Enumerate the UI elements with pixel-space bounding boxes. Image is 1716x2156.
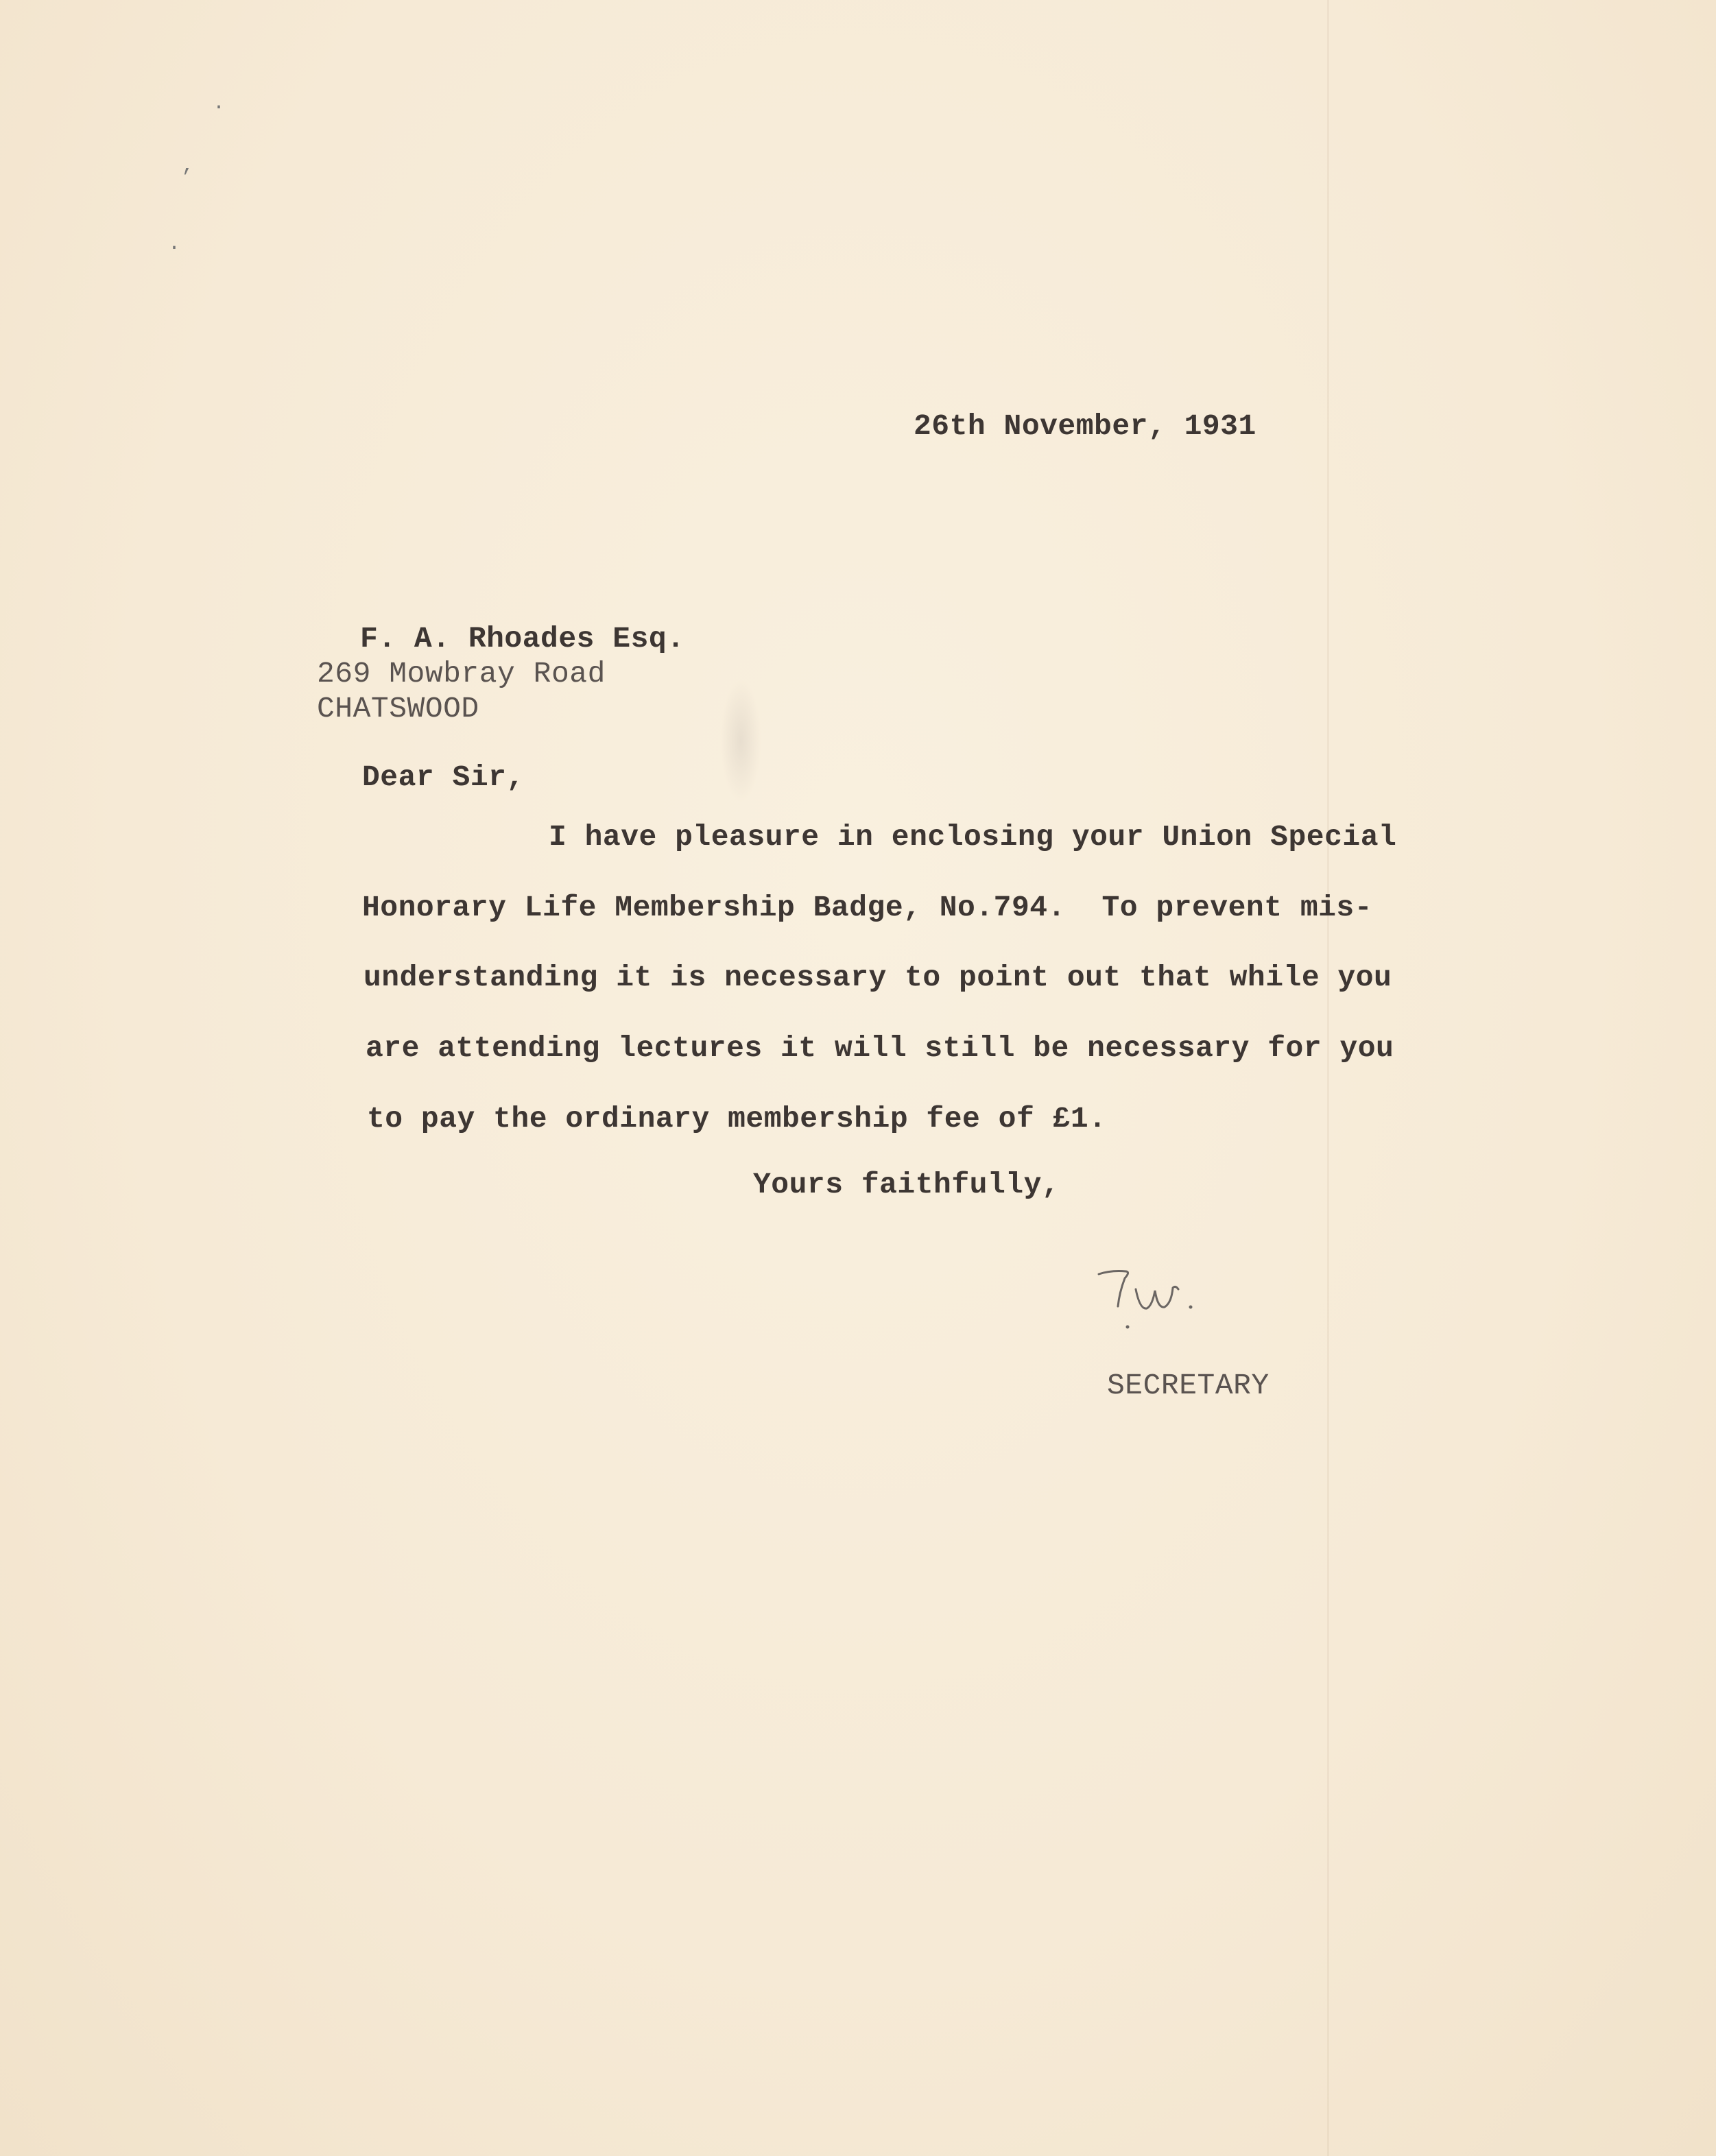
body-line: I have pleasure in enclosing your Union Special bbox=[549, 820, 1397, 854]
margin-mark: · bbox=[213, 96, 226, 119]
body-line: are attending lectures it will still be necessary for you bbox=[366, 1031, 1394, 1065]
body-line: to pay the ordinary membership fee of £1. bbox=[367, 1102, 1107, 1136]
body-line: Honorary Life Membership Badge, No.794. To prevent mis- bbox=[362, 891, 1373, 924]
body-line: understanding it is necessary to point out that while you bbox=[364, 961, 1392, 994]
recipient-name: F. A. Rhoades Esq. bbox=[360, 622, 685, 656]
salutation: Dear Sir, bbox=[362, 760, 525, 794]
letter-date: 26th November, 1931 bbox=[914, 409, 1256, 443]
margin-mark: · bbox=[168, 237, 181, 260]
signatory-title: SECRETARY bbox=[1107, 1369, 1270, 1402]
paper-crease bbox=[1327, 0, 1329, 2156]
recipient-street: 269 Mowbray Road bbox=[317, 657, 606, 691]
ink-smudge bbox=[720, 679, 761, 802]
recipient-suburb: CHATSWOOD bbox=[317, 692, 479, 726]
margin-mark: , bbox=[182, 154, 195, 178]
closing: Yours faithfully, bbox=[753, 1168, 1060, 1201]
handwritten-signature bbox=[1091, 1255, 1207, 1330]
